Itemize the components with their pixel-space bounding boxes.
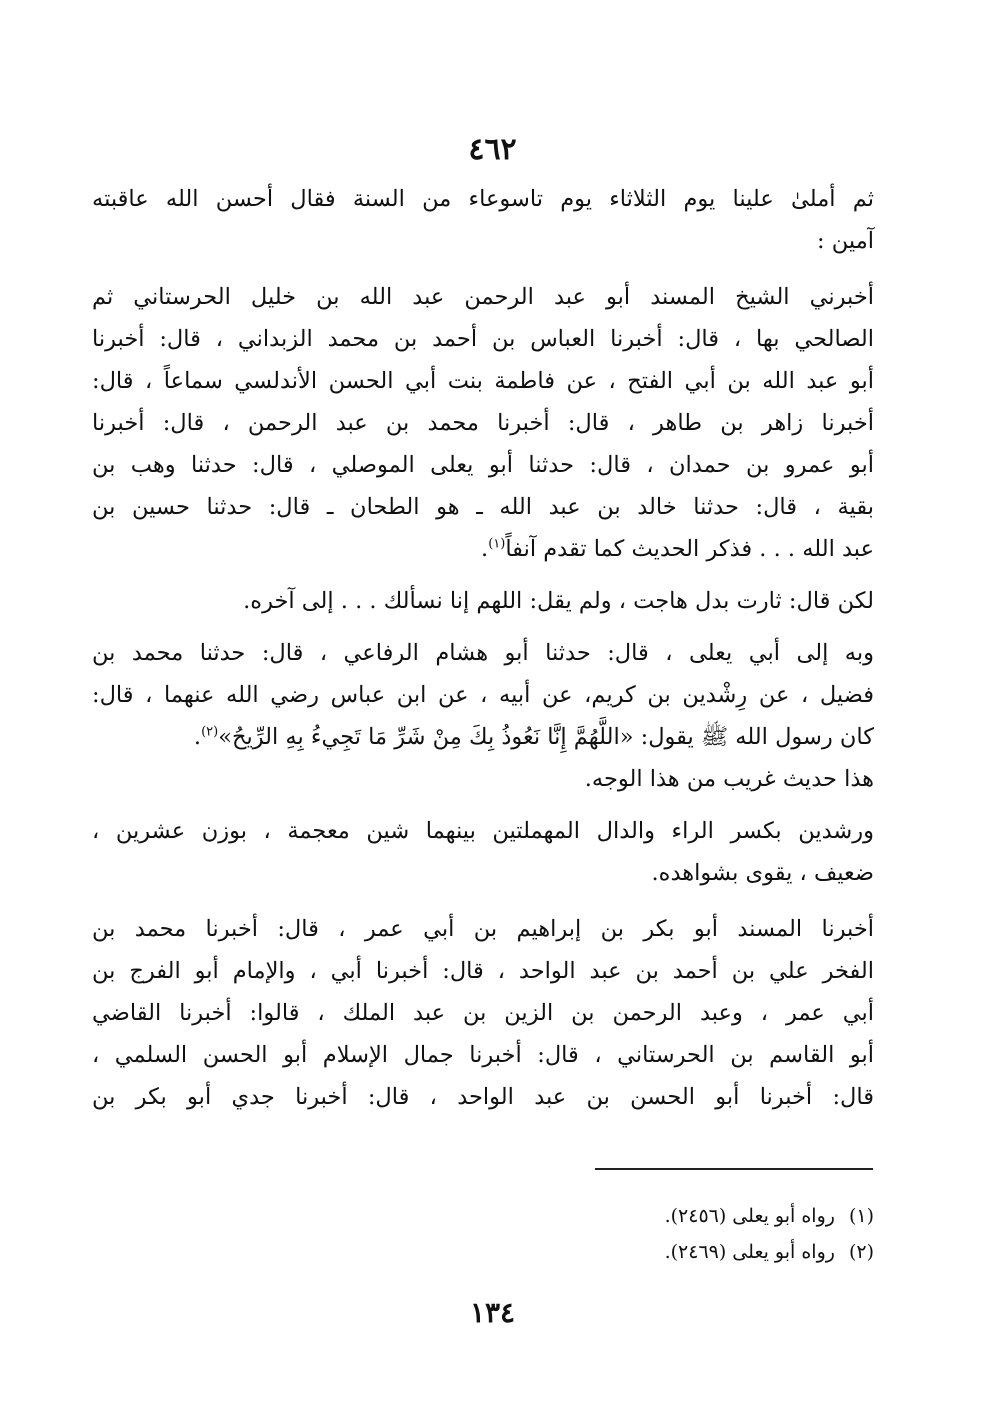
footnote-2 [480,1234,874,1270]
paragraph-3 [92,580,874,622]
text-line: ورشدين بكسر الراء والدال المهملتين بينهما شين معجمة ، بوزن عشرين ، [92,818,874,844]
footnote-text: رواه أبو يعلى (٢٤٦٩). [664,1241,835,1263]
paragraph-1 [92,178,874,262]
paragraph-2 [92,276,874,570]
paragraph-6 [92,810,874,894]
text-line: بقية ، قال: حدثنا خالد بن عبد الله ـ هو الطحان ـ قال: حدثنا حسين بن [92,494,874,520]
text-line: أخبرنا زاهر بن طاهر ، قال: أخبرنا محمد بن عبد الرحمن ، قال: أخبرنا [92,410,874,436]
text-line [92,716,874,758]
text-line: هذا حديث غريب من هذا الوجه. [584,766,874,792]
footnote-number: (٢) [848,1241,874,1263]
main-text [92,178,874,1118]
paragraph-4 [92,632,874,758]
trailing-punct: . [193,724,202,750]
text-line: ثم أملىٰ علينا يوم الثلاثاء يوم تاسوعاء من السنة فقال أحسن الله عاقبته [92,186,874,212]
text-line: لكن قال: ثارت بدل هاجت ، ولم يقل: اللهم إنا نسألك . . . إلى آخره. [243,588,874,614]
text-line: فضيل ، عن رِشْدين بن كريم، عن أبيه ، عن ابن عباس رضي الله عنهما ، قال: [92,682,874,708]
footnote-number: (١) [848,1205,874,1227]
text-line: أبي عمر ، وعبد الرحمن بن الزين بن عبد الملك ، قالوا: أخبرنا القاضي [92,1000,874,1026]
footnote-divider [595,1168,873,1170]
text-line: أبو القاسم بن الحرستاني ، قال: أخبرنا جمال الإسلام أبو الحسن السلمي ، [92,1042,874,1068]
page-number-top: ٤٦٢ [468,132,517,167]
text-line: الفخر علي بن أحمد بن عبد الواحد ، قال: أخبرنا أبي ، والإمام أبو الفرج بن [92,958,874,984]
text-line-content: كان رسول الله ﷺ يقول: «اللَّهُمَّ إِنَّا نَعُوذُ بِكَ مِنْ شَرِّ مَا تَجِيءُ بِهِ الرِّيحُ» [218,724,874,750]
text-line: أبو عمرو بن حمدان ، قال: حدثنا أبو يعلى الموصلي ، قال: حدثنا وهب بن [92,452,874,478]
text-line-content: عبد الله . . . فذكر الحديث كما تقدم آنفاً [505,536,874,562]
footnote-ref-2: (٢) [201,724,219,740]
page-number-bottom: ١٣٤ [469,1296,516,1329]
footnote-text: رواه أبو يعلى (٢٤٥٦). [664,1205,835,1227]
paragraph-5 [92,758,874,800]
text-line: وبه إلى أبي يعلى ، قال: حدثنا أبو هشام الرفاعي ، قال: حدثنا محمد بن [92,640,874,666]
text-line: الصالحي بها ، قال: أخبرنا العباس بن أحمد بن محمد الزبداني ، قال: أخبرنا [92,326,874,352]
text-line: ضعيف ، يقوى بشواهده. [651,860,874,886]
text-line: أبو عبد الله بن أبي الفتح ، عن فاطمة بنت أبي الحسن الأندلسي سماعاً ، قال: [92,368,874,394]
text-line: أخبرنا المسند أبو بكر بن إبراهيم بن أبي عمر ، قال: أخبرنا محمد بن [92,916,874,942]
text-line: قال: أخبرنا أبو الحسن بن عبد الواحد ، قال: أخبرنا جدي أبو بكر بن [92,1084,874,1110]
footnotes [480,1198,874,1270]
footnote-ref-1: (١) [488,536,506,552]
footnote-1 [480,1198,874,1234]
text-line: أخبرني الشيخ المسند أبو عبد الرحمن عبد الله بن خليل الحرستاني ثم [92,284,874,310]
text-line: عبد الله . . . فذكر الحديث كما تقدم آنفاً$^{(١)}$. [481,536,874,562]
paragraph-7 [92,908,874,1118]
text-line: آمين : [817,228,874,254]
